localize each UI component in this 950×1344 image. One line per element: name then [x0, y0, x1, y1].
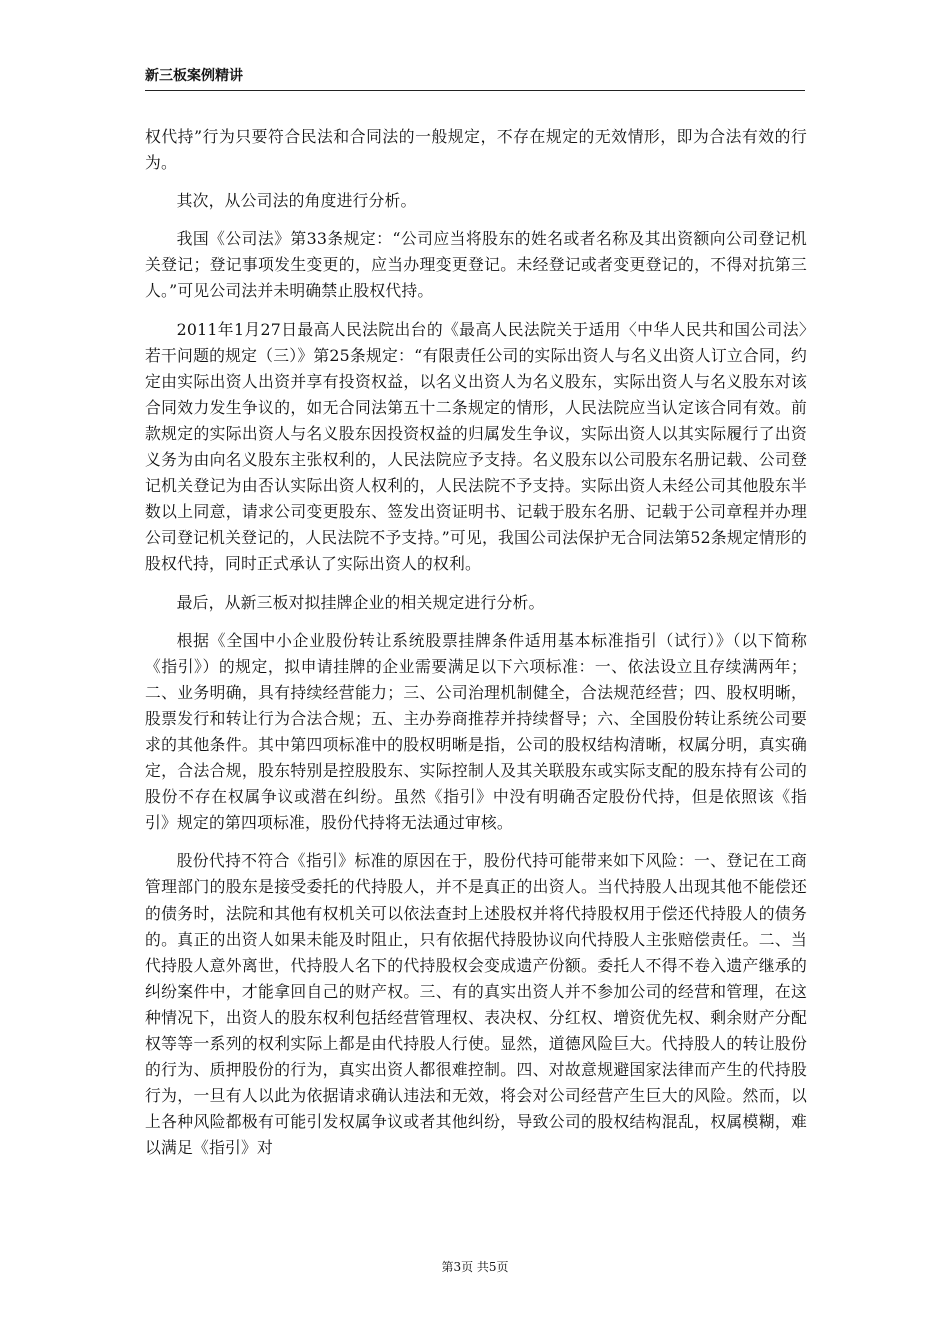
page-footer	[0, 1258, 950, 1275]
paragraph-company-law-intro: 其次，从公司法的角度进行分析。	[176, 191, 417, 211]
header-title: 新三板案例精讲	[145, 68, 243, 84]
document-body	[145, 124, 807, 1173]
paragraph-share-holding-risks: 股份代持不符合《指引》标准的原因在于，股份代持可能带来如下风险：一、登记在工商管理部门的股东是接受委托的代持股人，并不是真正的出资人。当代持股人出现其他不能偿还的债务时，法院和其他有权机关可以依法查封上述股权并将代持股权用于偿还代持股人的债务的。真正的出资人如果未能及时阻止，只有依据代持股协议向代持股人主张赔偿责任。二、当代持股人意外离世，代持股人名下的代持股权会变成遗产份额。委托人不得不卷入遗产继承的纠纷案件中，才能拿回自己的财产权。三、有的真实出资人并不参加公司的经营和管理，在这种情况下，出资人的股东权利包括经营管理权、表决权、分红权、增资优先权、剩余财产分配权等等一系列的权利实际上都是由代持股人行使。显然，道德风险巨大。代持股人的转让股份的行为、质押股份的行为，真实出资人都很难控制。四、对故意规避国家法律而产生的代持股行为，一旦有人以此为依据请求确认违法和无效，将会对公司经营产生巨大的风险。然而，以上各种风险都极有可能引发权属争议或者其他纠纷，导致公司的股权结构混乱，权属模糊，难以满足《指引》对	[145, 851, 807, 1158]
page-header	[145, 66, 805, 91]
paragraph-guideline-standards: 根据《全国中小企业股份转让系统股票挂牌条件适用基本标准指引（试行）》（以下简称《指引》）的规定，拟申请挂牌的企业需要满足以下六项标准：一、依法设立且存续满两年；二、业务明确，具有持续经营能力；三、公司治理机制健全，合法规范经营；四、股权明晰，股票发行和转让行为合法合规；五、主办券商推荐并持续督导；六、全国股份转让系统公司要求的其他条件。其中第四项标准中的股权明晰是指，公司的股权结构清晰，权属分明，真实确定，合法合规，股东特别是控股股东、实际控制人及其关联股东或实际支配的股东持有公司的股份不存在权属争议或潜在纠纷。虽然《指引》中没有明确否定股份代持，但是依照该《指引》规定的第四项标准，股份代持将无法通过审核。	[145, 630, 807, 833]
paragraph-continuation: 权代持”行为只要符合民法和合同法的一般规定，不存在规定的无效情形，即为合法有效的行为。	[145, 127, 807, 173]
paragraph-neeq-intro: 最后，从新三板对拟挂牌企业的相关规定进行分析。	[176, 592, 545, 612]
page-number: 第3页 共5页	[441, 1260, 509, 1274]
paragraph-article-33: 我国《公司法》第33条规定：“公司应当将股东的姓名或者名称及其出资额向公司登记机关登记；登记事项发生变更的，应当办理变更登记。未经登记或者变更登记的，不得对抗第三人。”可见公司法并未明确禁止股权代持。	[145, 229, 807, 301]
paragraph-judicial-interpretation: 2011年1月27日最高人民法院出台的《最高人民法院关于适用〈中华人民共和国公司法〉若干问题的规定（三）》第25条规定：“有限责任公司的实际出资人与名义出资人订立合同，约定由实际出资人出资并享有投资权益，以名义出资人为名义股东，实际出资人与名义股东对该合同效力发生争议的，如无合同法第五十二条规定的情形，人民法院应当认定该合同有效。前款规定的实际出资人与名义股东因投资权益的归属发生争议，实际出资人以其实际履行了出资义务为由向名义股东主张权利的，人民法院应予支持。名义股东以公司股东名册记载、公司登记机关登记为由否认实际出资人权利的，人民法院不予支持。实际出资人未经公司其他股东半数以上同意，请求公司变更股东、签发出资证明书、记载于股东名册、记载于公司章程并办理公司登记机关登记的，人民法院不予支持。”可见，我国公司法保护无合同法第52条规定情形的股权代持，同时正式承认了实际出资人的权利。	[145, 319, 807, 574]
